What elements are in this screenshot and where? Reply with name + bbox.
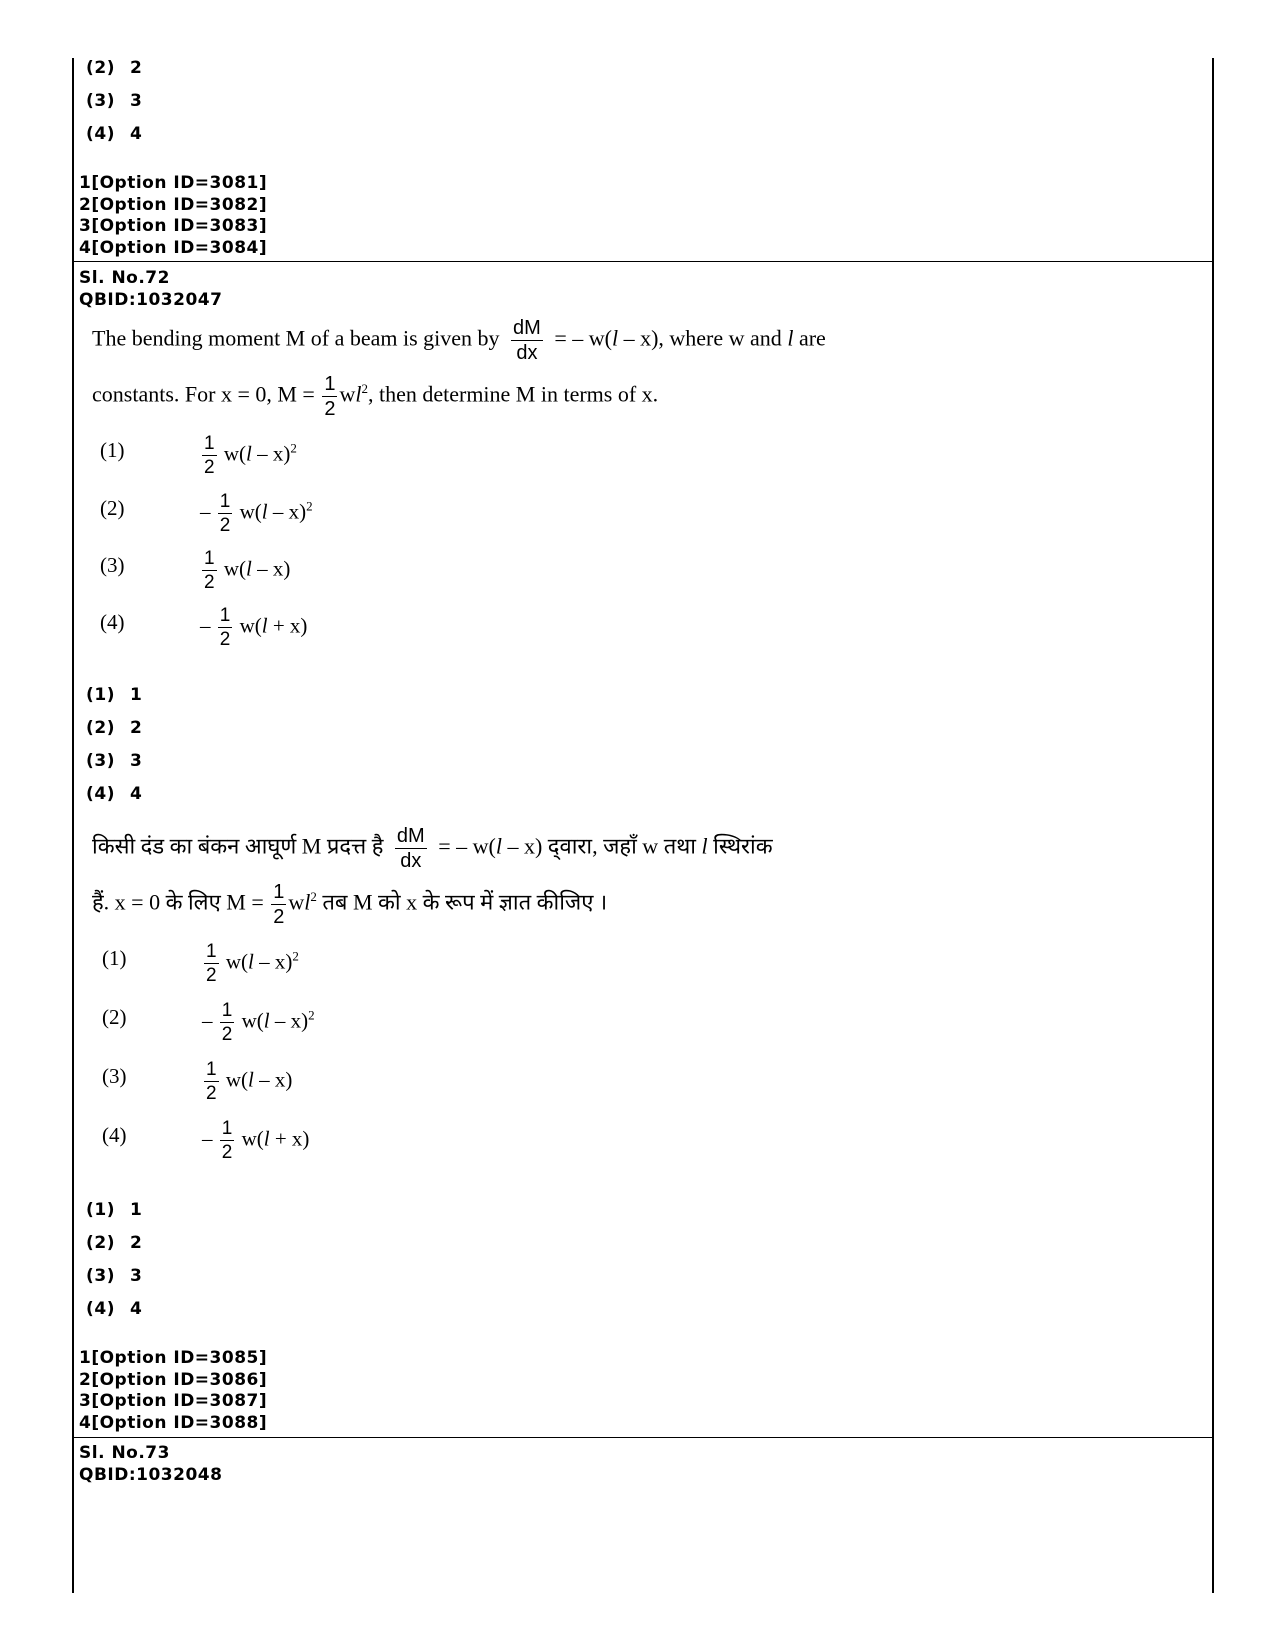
answer-row: (4) 4 (86, 1299, 143, 1319)
option-id: 4[Option ID=3084] (79, 237, 268, 258)
answer-row: (2) 2 (86, 1233, 143, 1253)
answer-row: (1) 1 (86, 685, 143, 705)
question-text-hi-line1: किसी दंड का बंकन आघूर्ण M प्रदत्त है $\frac{dM}{dx}$ = – w(l – x) द्‌वारा, जहाँ w तथा l स्थिरांक (92, 825, 773, 872)
option-id: 1[Option ID=3081] (79, 173, 268, 193)
question-text-hi-line2: हैं. x = 0 के लिए M = $\frac{1}{2}$ $wl^2$ तब M को x के रूप में ज्ञात कीजिए । (92, 881, 608, 928)
question-bank-id: QBID:1032047 (79, 289, 223, 310)
option-id: 2[Option ID=3082] (79, 194, 268, 215)
option-number: (3) (102, 1064, 127, 1088)
option-expression: $\frac{1}{2}$ w(l – x)$^2$ (204, 433, 297, 478)
option-expression: $\frac{1}{2}$ w(l – x) (204, 548, 291, 593)
option-number: (1) (100, 438, 125, 462)
serial-number: Sl. No.73 (79, 1443, 170, 1463)
option-number: (4) (102, 1123, 127, 1147)
option-id: 3[Option ID=3087] (79, 1391, 268, 1411)
answer-row: (4) 4 (86, 784, 143, 804)
question-bank-id: QBID:1032048 (79, 1464, 223, 1485)
option-number: (3) (100, 553, 125, 577)
question-header (79, 268, 222, 311)
question-header (79, 1443, 222, 1486)
option-number: (2) (102, 1005, 127, 1029)
answer-row: (3) 3 (86, 91, 143, 111)
answer-row: (2) 2 (86, 718, 143, 738)
option-expression: – $\frac{1}{2}$ w(l – x)$^2$ (200, 491, 313, 536)
answer-row: (2) 2 (86, 58, 143, 78)
option-expression: – $\frac{1}{2}$ w(l – x)$^2$ (202, 1000, 315, 1045)
question-text-en-line1: The bending moment M of a beam is given by $\frac{dM}{dx}$ = – w(l – x), where w and l are (92, 317, 826, 364)
section-divider (72, 1437, 1212, 1438)
option-id: 1[Option ID=3085] (79, 1348, 268, 1368)
option-expression: – $\frac{1}{2}$ w(l + x) (200, 605, 308, 650)
option-id: 2[Option ID=3086] (79, 1369, 268, 1390)
option-id: 4[Option ID=3088] (79, 1412, 268, 1433)
option-expression: $\frac{1}{2}$ w(l – x)$^2$ (206, 941, 299, 986)
answer-row: (3) 3 (86, 751, 143, 771)
option-number: (2) (100, 496, 125, 520)
answer-row: (4) 4 (86, 124, 143, 144)
option-number: (1) (102, 946, 127, 970)
option-expression: $\frac{1}{2}$ w(l – x) (206, 1059, 293, 1104)
answer-row: (1) 1 (86, 1200, 143, 1220)
option-id-list (79, 173, 267, 259)
option-number: (4) (100, 610, 125, 634)
question-text-en-line2: constants. For x = 0, M = $\frac{1}{2}$ $wl^2$, then determine M in terms of x. (92, 373, 659, 420)
serial-number: Sl. No.72 (79, 268, 170, 288)
option-id: 3[Option ID=3083] (79, 216, 268, 236)
section-divider (72, 261, 1212, 262)
option-expression: – $\frac{1}{2}$ w(l + x) (202, 1118, 310, 1163)
option-id-list (79, 1348, 267, 1434)
answer-row: (3) 3 (86, 1266, 143, 1286)
